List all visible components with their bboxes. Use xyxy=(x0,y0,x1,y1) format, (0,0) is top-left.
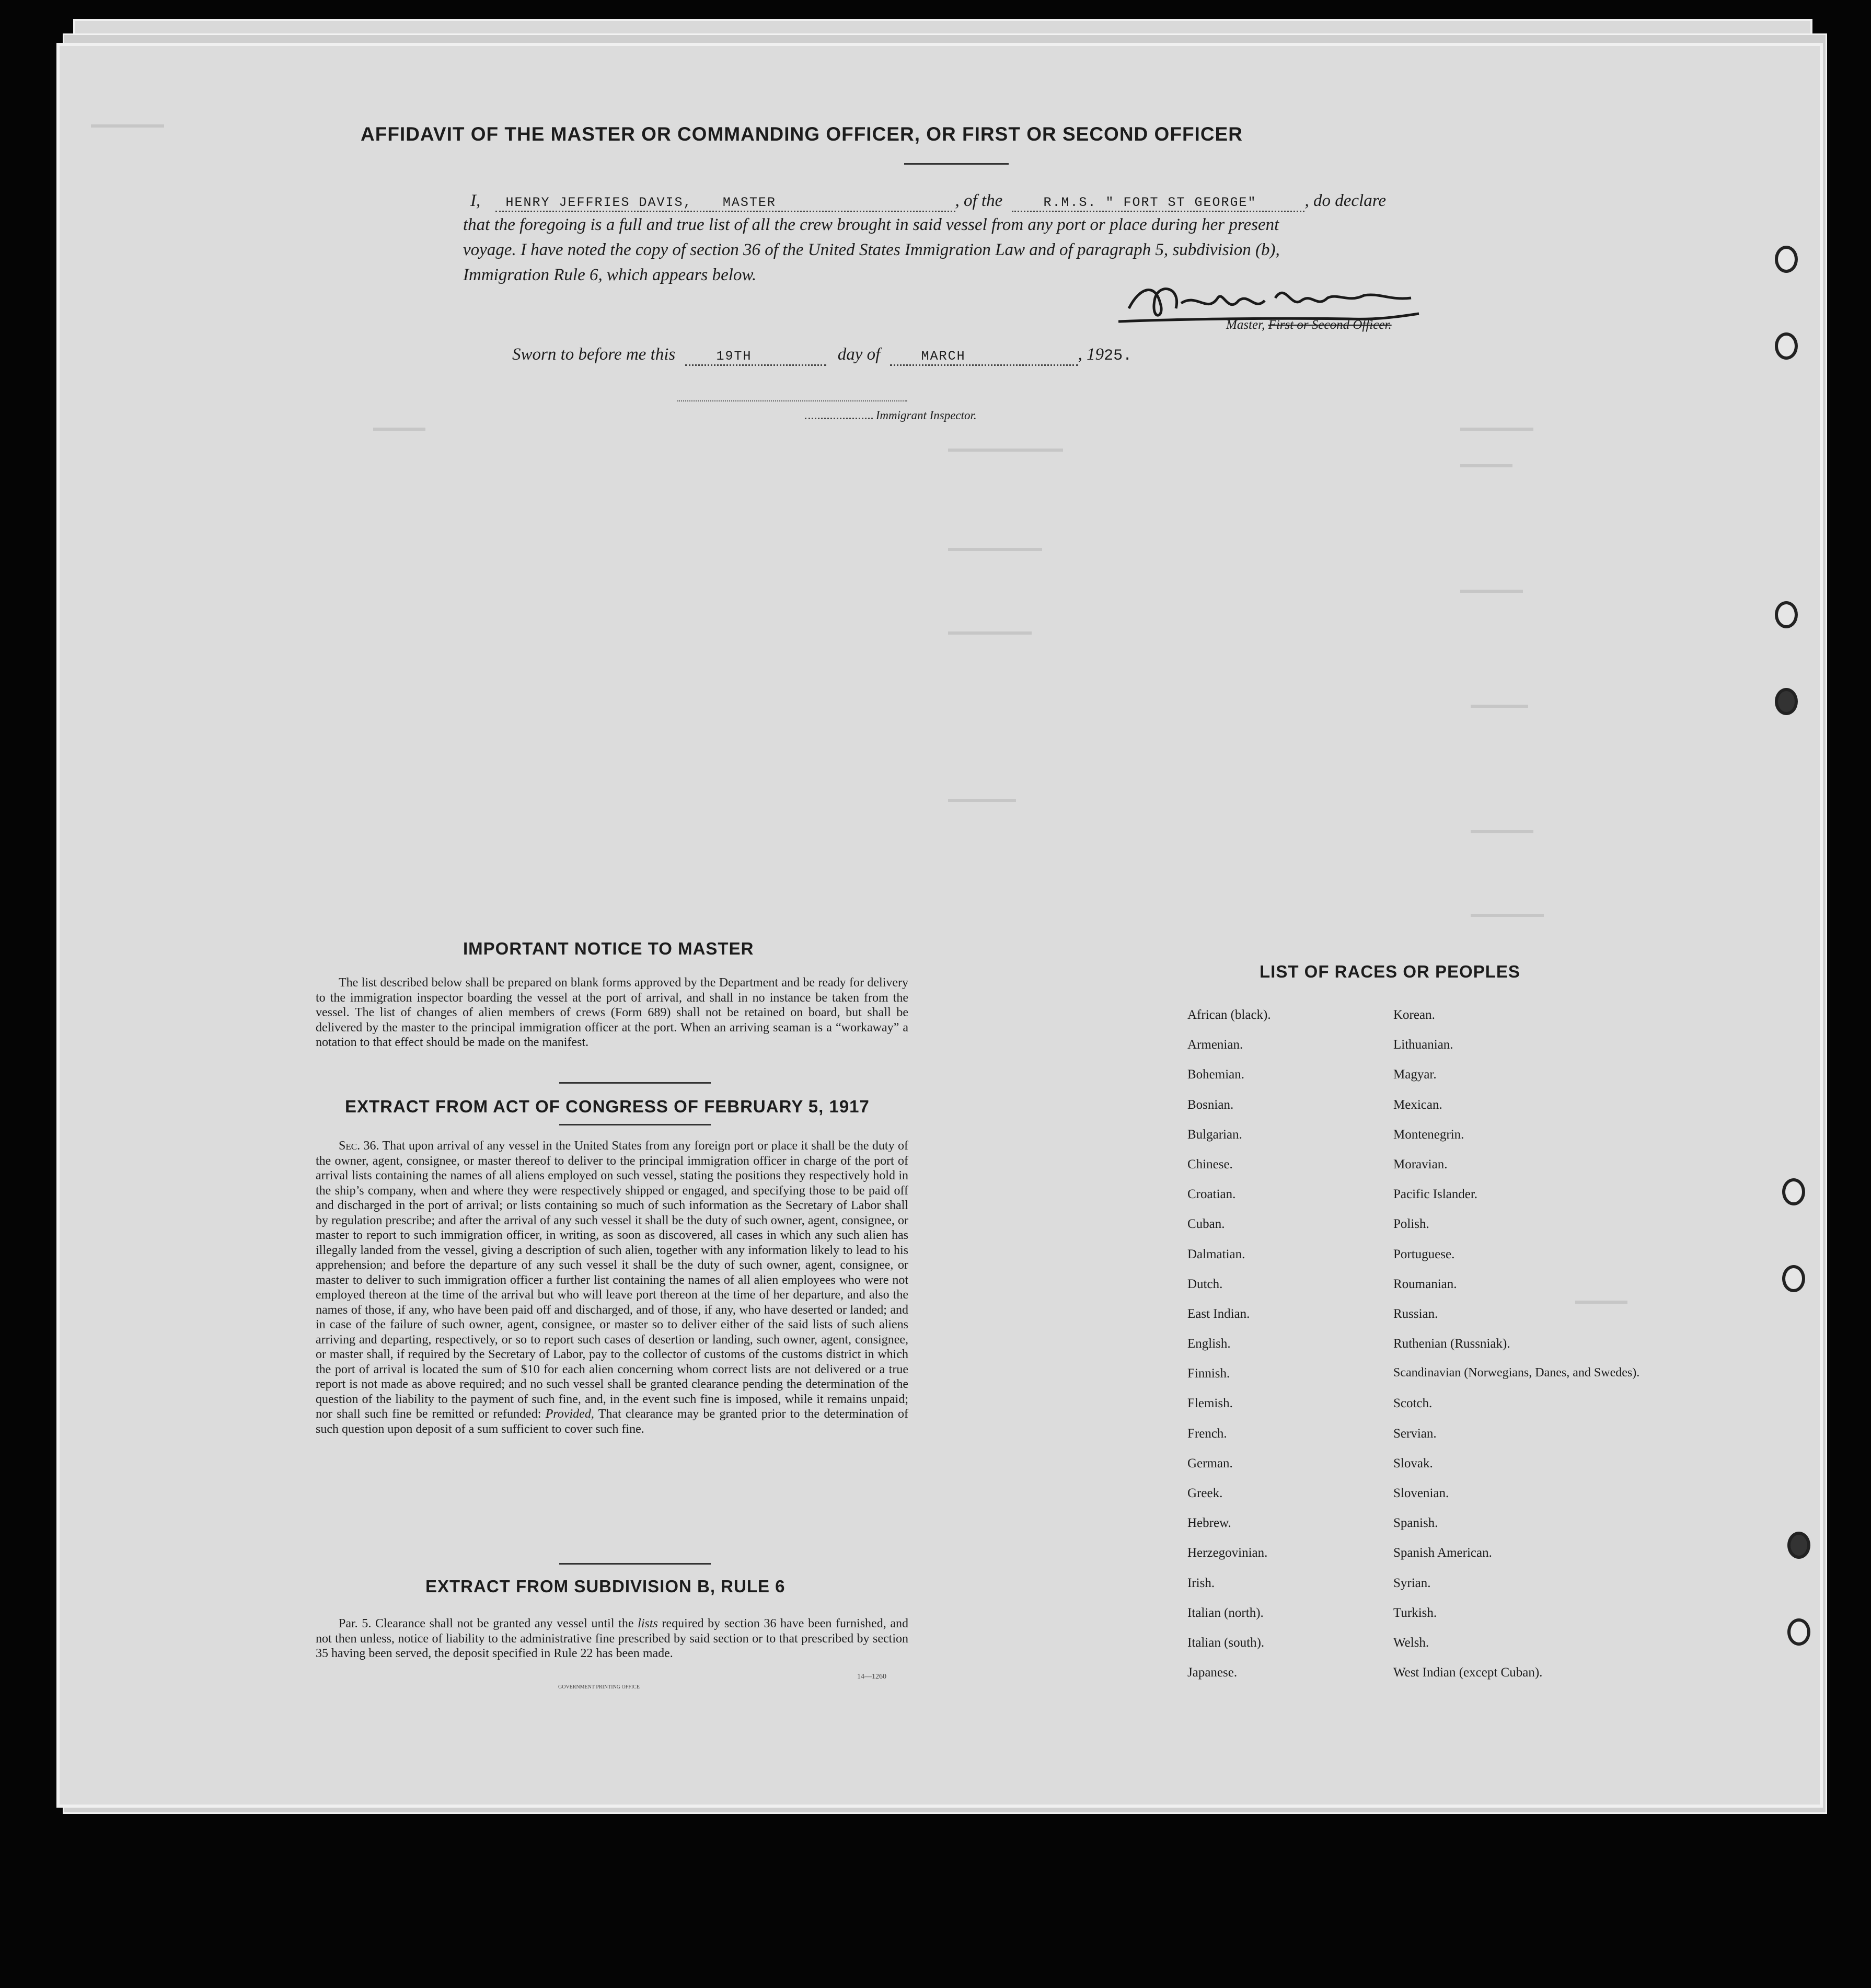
punch-hole xyxy=(1775,246,1798,273)
race-item: German. xyxy=(1187,1456,1233,1470)
bleed-through-mark xyxy=(948,631,1032,635)
affidavit-line-4: Immigration Rule 6, which appears below. xyxy=(463,266,757,284)
race-item: Dutch. xyxy=(1187,1277,1223,1291)
lists-word: lists xyxy=(638,1617,658,1630)
race-item: Welsh. xyxy=(1393,1635,1429,1650)
rule-body xyxy=(316,1616,908,1661)
inspector-signature-line xyxy=(677,399,907,401)
race-item: West Indian (except Cuban). xyxy=(1393,1665,1543,1680)
race-item: Japanese. xyxy=(1187,1665,1238,1680)
race-item: Bosnian. xyxy=(1187,1097,1234,1112)
year-suffix: 25. xyxy=(1104,347,1133,365)
sworn-label: Sworn to before me this xyxy=(512,345,676,364)
punch-hole xyxy=(1782,1178,1805,1205)
act-text-a: That upon arrival of any vessel in the United States from any foreign port or place it shall be the duty of the owner, agent, consignee, or master thereof to deliver to the principal immigration officer in charge of the port of arrival lists containing the names of all aliens employed on such vessel, stating the positions they respectively hold in the ship’s company, when and where they were respectively shipped or engaged, and specifying those to be paid off and discharged in the port of arrival; or lists containing so much of such information as the Secretary of Labor shall by regulation prescribe; and after the arrival of any such vessel it shall be the duty of such owner, agent, consignee, or master to report to such immigration officer, in writing, as soon as discovered, all cases in which any such alien has illegally landed from the vessel, giving a description of such alien, together with any information likely to lead to his apprehension; and before the departure of any such vessel it shall be the duty of such owner, agent, consignee, or master to deliver to such immigration officer a further list containing the names of all alien employees who were not employed thereon at the time of the arrival but who will leave port thereon at the time of her departure, and also the names of those, if any, who have been paid off and discharged, and of those, if any, who have deserted or landed; and in case of the failure of such owner, agent, consignee, or master so to deliver either of the said lists of such aliens arriving and departing, respectively, or so to report such cases of desertion or landing, such owner, agent, consignee, or master shall, if required by the Secretary of Labor, pay to the collector of customs of the customs district in which the port of arrival is located the sum of $10 for each alien concerning whom correct lists are not delivered or a true report is not made as above required; and no such vessel shall be granted clearance pending the determination of the question of the liability to the payment of such fine, and, in the event such fine is imposed, while it remains unpaid; nor shall such fine be remitted or refunded: xyxy=(316,1139,908,1421)
bleed-through-mark xyxy=(948,548,1042,551)
race-item: Montenegrin. xyxy=(1393,1127,1464,1142)
race-item: Polish. xyxy=(1393,1217,1429,1232)
race-item: Italian (north). xyxy=(1187,1605,1264,1620)
race-item: Russian. xyxy=(1393,1306,1438,1321)
title-underline xyxy=(904,163,1009,165)
provided-label: Provided, xyxy=(545,1407,594,1421)
race-item: Finnish. xyxy=(1187,1366,1230,1381)
punch-hole xyxy=(1775,332,1798,360)
race-item: Spanish. xyxy=(1393,1516,1438,1531)
bleed-through-mark xyxy=(373,428,425,431)
race-item: Turkish. xyxy=(1393,1605,1437,1620)
affidavit-line-1 xyxy=(470,191,1386,212)
notice-title: IMPORTANT NOTICE TO MASTER xyxy=(463,939,754,958)
race-item: Syrian. xyxy=(1393,1576,1431,1590)
race-item: Armenian. xyxy=(1187,1038,1243,1052)
bleed-through-mark xyxy=(1471,705,1528,708)
bleed-through-mark xyxy=(1460,428,1533,431)
affidavit-title: AFFIDAVIT OF THE MASTER OR COMMANDING OFFICER, OR FIRST OR SECOND OFFICER xyxy=(361,123,1243,145)
race-item: Greek. xyxy=(1187,1486,1223,1500)
race-item: French. xyxy=(1187,1426,1227,1441)
bleed-through-mark xyxy=(948,449,1063,452)
race-item: Roumanian. xyxy=(1393,1277,1457,1291)
notice-text: The list described below shall be prepared on blank forms approved by the Department and be ready for delivery to the immigration inspector boarding the vessel at the port of arrival, and shall in no instance be taken from the vessel. The list of changes of alien members of crews (Form 689) shall not be retained on board, but shall be delivered by the master to the principal immigration officer at the port. When an arriving seaman is a “workaway” a notation to that effect should be made on the manifest. xyxy=(316,976,908,1049)
race-item: Spanish American. xyxy=(1393,1546,1492,1560)
bleed-through-mark xyxy=(1460,590,1523,593)
punch-hole xyxy=(1782,1265,1805,1292)
act-body xyxy=(316,1139,908,1437)
sworn-day-value: 19TH xyxy=(716,349,752,364)
race-item: Dalmatian. xyxy=(1187,1247,1245,1261)
rule-divider xyxy=(559,1563,711,1565)
day-of-label: day of xyxy=(837,345,881,364)
inspector-label: Immigrant Inspector. xyxy=(875,409,977,422)
race-item: Croatian. xyxy=(1187,1187,1236,1202)
of-the-label: , of the xyxy=(955,191,1003,210)
i-label: I, xyxy=(470,191,481,210)
inspector-dots xyxy=(805,418,873,419)
race-item: Scandinavian (Norwegians, Danes, and Swedes). xyxy=(1393,1366,1640,1380)
race-item: Slovenian. xyxy=(1393,1486,1449,1500)
race-item: Chinese. xyxy=(1187,1157,1233,1171)
race-item: English. xyxy=(1187,1337,1231,1351)
bleed-through-mark xyxy=(1460,464,1512,467)
year-prefix: , 19 xyxy=(1078,345,1104,364)
sworn-day-field xyxy=(685,345,826,366)
bleed-through-mark xyxy=(1471,830,1533,833)
inspector-line xyxy=(805,409,977,422)
vessel-name-value: R.M.S. " FORT ST GEORGE" xyxy=(1043,195,1257,210)
race-item: Flemish. xyxy=(1187,1396,1233,1411)
printer-imprint: GOVERNMENT PRINTING OFFICE xyxy=(558,1684,640,1690)
signature-caption-master: Master, xyxy=(1226,318,1265,332)
race-item: Pacific Islander. xyxy=(1393,1187,1478,1202)
punch-hole xyxy=(1787,1618,1810,1646)
sworn-month-value: MARCH xyxy=(921,349,966,364)
punch-hole xyxy=(1787,1532,1810,1559)
punch-hole xyxy=(1775,601,1798,628)
sworn-month-field xyxy=(890,345,1078,366)
notice-divider xyxy=(559,1082,711,1084)
race-item: Slovak. xyxy=(1393,1456,1433,1470)
race-item: Korean. xyxy=(1393,1008,1435,1022)
sworn-line xyxy=(512,345,1132,366)
master-name-field xyxy=(495,191,955,212)
master-name-value: HENRY JEFFRIES DAVIS, xyxy=(505,195,692,210)
races-left-column xyxy=(1187,1008,1271,1695)
bleed-through-mark xyxy=(91,124,164,128)
rule-text-a: Par. 5. Clearance shall not be granted any vessel until the xyxy=(339,1617,634,1630)
races-title: LIST OF RACES OR PEOPLES xyxy=(1260,962,1520,981)
race-item: Cuban. xyxy=(1187,1217,1225,1232)
form-number: 14—1260 xyxy=(857,1673,886,1681)
vessel-name-field xyxy=(1012,191,1304,212)
rule-text-b: required by section 36 have been furnished, and not then unless, notice of liability to the administrative fine prescribed by said section or to that prescribed by section 35 having been served, the deposit specified in Rule 22 has been made. xyxy=(316,1617,909,1660)
race-item: Ruthenian (Russniak). xyxy=(1393,1337,1510,1351)
race-item: Italian (south). xyxy=(1187,1635,1265,1650)
punch-hole xyxy=(1775,688,1798,715)
act-title: EXTRACT FROM ACT OF CONGRESS OF FEBRUARY 5, 1917 xyxy=(345,1097,870,1116)
race-item: Irish. xyxy=(1187,1576,1215,1590)
act-text-b: That clearance may be granted prior to the determination of such question upon deposit of a sum sufficient to cover such fine. xyxy=(316,1407,909,1436)
races-right-column xyxy=(1393,1008,1639,1695)
race-item: East Indian. xyxy=(1187,1306,1250,1321)
race-item: Mexican. xyxy=(1393,1097,1442,1112)
signature-caption xyxy=(1226,318,1392,332)
race-item: Lithuanian. xyxy=(1393,1038,1453,1052)
race-item: Bulgarian. xyxy=(1187,1127,1242,1142)
affidavit-line-2: that the foregoing is a full and true list of all the crew brought in said vessel from any port or place during her present xyxy=(463,215,1279,234)
race-item: Hebrew. xyxy=(1187,1516,1231,1531)
affidavit-line-3: voyage. I have noted the copy of section 36 of the United States Immigration Law and of paragraph 5, subdivision (b), xyxy=(463,240,1280,259)
do-declare-label: , do declare xyxy=(1304,191,1386,210)
master-rank-value: MASTER xyxy=(722,195,776,210)
race-item: Servian. xyxy=(1393,1426,1437,1441)
bleed-through-mark xyxy=(948,799,1016,802)
rule-title: EXTRACT FROM SUBDIVISION B, RULE 6 xyxy=(425,1577,786,1596)
act-divider xyxy=(559,1124,711,1125)
notice-body xyxy=(316,975,908,1050)
race-item: Bohemian. xyxy=(1187,1067,1245,1082)
signature-caption-struck: First or Second Officer. xyxy=(1268,318,1392,332)
bleed-through-mark xyxy=(1471,914,1544,917)
race-item: Moravian. xyxy=(1393,1157,1448,1171)
race-item: Scotch. xyxy=(1393,1396,1433,1411)
race-item: Magyar. xyxy=(1393,1067,1437,1082)
race-item: Herzegovinian. xyxy=(1187,1546,1268,1560)
sec-label: Sec. 36. xyxy=(339,1139,379,1153)
race-item: African (black). xyxy=(1187,1008,1271,1022)
race-item: Portuguese. xyxy=(1393,1247,1455,1261)
